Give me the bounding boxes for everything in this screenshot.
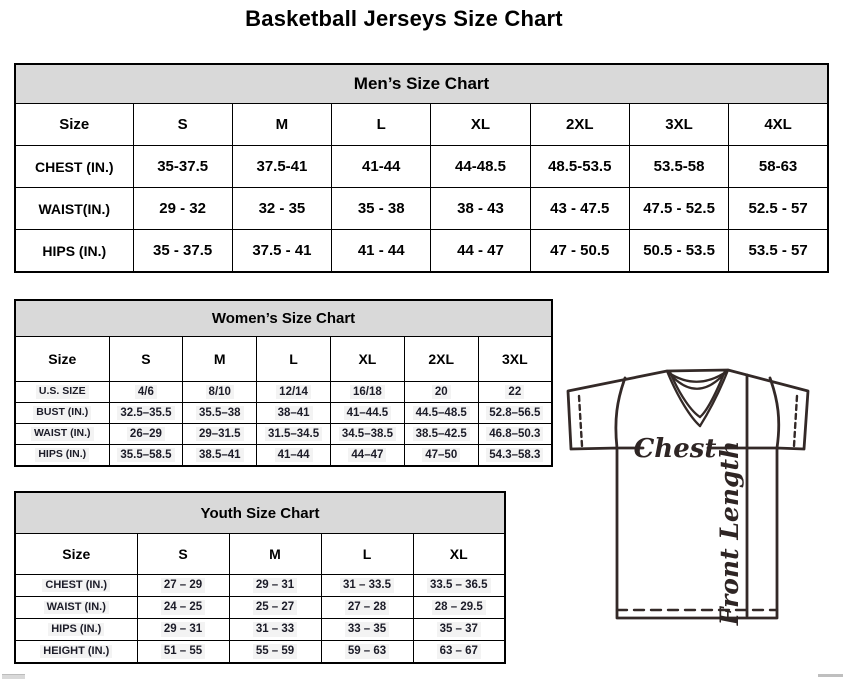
mens-row-label: CHEST (IN.) [15, 146, 133, 188]
womens-size-header-label: Size [15, 337, 109, 382]
youth-size-value-cell: 28 – 29.5 [413, 597, 505, 619]
mens-column-header: 3XL [629, 104, 728, 146]
jersey-measurement-diagram [558, 358, 843, 628]
mens-size-chart-table [14, 63, 829, 273]
bottom-right-cutoff-artifact [818, 674, 843, 677]
mens-chart-title: Men’s Size Chart [15, 64, 828, 104]
youth-size-value-cell: 31 – 33 [229, 619, 321, 641]
youth-size-value-cell: 51 – 55 [137, 641, 229, 664]
womens-size-value-cell: 34.5–38.5 [330, 424, 404, 445]
womens-size-value-cell: 26–29 [109, 424, 183, 445]
youth-column-header: L [321, 534, 413, 575]
mens-size-value-cell: 37.5-41 [232, 146, 331, 188]
mens-row-label: WAIST(IN.) [15, 188, 133, 230]
womens-column-header: 3XL [478, 337, 552, 382]
right-cuff-dashed-line [794, 396, 797, 446]
youth-size-value-cell: 59 – 63 [321, 641, 413, 664]
youth-size-value-cell: 29 – 31 [229, 575, 321, 597]
youth-size-value-cell: 27 – 28 [321, 597, 413, 619]
womens-size-value-cell: 12/14 [257, 382, 331, 403]
mens-column-header: M [232, 104, 331, 146]
jersey-outline [568, 370, 808, 618]
womens-row-label: HIPS (IN.) [15, 445, 109, 467]
womens-size-value-cell: 31.5–34.5 [257, 424, 331, 445]
womens-size-value-cell: 46.8–50.3 [478, 424, 552, 445]
right-armhole-seam [770, 378, 779, 448]
youth-row-label: HEIGHT (IN.) [15, 641, 137, 664]
mens-column-header: 2XL [530, 104, 629, 146]
mens-size-value-cell: 35 - 38 [332, 188, 431, 230]
womens-chart-title: Women’s Size Chart [15, 300, 552, 337]
mens-size-value-cell: 50.5 - 53.5 [629, 230, 728, 273]
womens-size-value-cell: 16/18 [330, 382, 404, 403]
youth-size-value-cell: 25 – 27 [229, 597, 321, 619]
mens-column-header: S [133, 104, 232, 146]
mens-size-value-cell: 53.5 - 57 [729, 230, 828, 273]
womens-size-value-cell: 41–44.5 [330, 403, 404, 424]
youth-row-label: CHEST (IN.) [15, 575, 137, 597]
womens-size-value-cell: 4/6 [109, 382, 183, 403]
youth-size-header-label: Size [15, 534, 137, 575]
mens-size-value-cell: 52.5 - 57 [729, 188, 828, 230]
womens-size-value-cell: 35.5–58.5 [109, 445, 183, 467]
womens-size-chart-table [14, 299, 553, 467]
mens-column-header: L [332, 104, 431, 146]
womens-size-value-cell: 52.8–56.5 [478, 403, 552, 424]
womens-row-label: WAIST (IN.) [15, 424, 109, 445]
youth-chart-title: Youth Size Chart [15, 492, 505, 534]
youth-size-value-cell: 33 – 35 [321, 619, 413, 641]
youth-size-value-cell: 31 – 33.5 [321, 575, 413, 597]
mens-size-value-cell: 43 - 47.5 [530, 188, 629, 230]
mens-size-value-cell: 44-48.5 [431, 146, 530, 188]
youth-size-value-cell: 29 – 31 [137, 619, 229, 641]
womens-size-value-cell: 22 [478, 382, 552, 403]
mens-size-value-cell: 47.5 - 52.5 [629, 188, 728, 230]
youth-size-chart-table [14, 491, 506, 664]
womens-size-value-cell: 35.5–38 [183, 403, 257, 424]
womens-size-value-cell: 38.5–41 [183, 445, 257, 467]
womens-size-value-cell: 20 [404, 382, 478, 403]
womens-size-value-cell: 8/10 [183, 382, 257, 403]
mens-size-value-cell: 41-44 [332, 146, 431, 188]
mens-column-header: XL [431, 104, 530, 146]
womens-column-header: 2XL [404, 337, 478, 382]
youth-size-value-cell: 35 – 37 [413, 619, 505, 641]
mens-size-value-cell: 53.5-58 [629, 146, 728, 188]
mens-size-value-cell: 44 - 47 [431, 230, 530, 273]
womens-size-value-cell: 47–50 [404, 445, 478, 467]
womens-column-header: S [109, 337, 183, 382]
womens-size-value-cell: 32.5–35.5 [109, 403, 183, 424]
mens-size-value-cell: 48.5-53.5 [530, 146, 629, 188]
bottom-left-cutoff-artifact [2, 674, 25, 679]
mens-size-value-cell: 32 - 35 [232, 188, 331, 230]
front-length-measure-label: Front Length [715, 440, 744, 626]
mens-column-header: 4XL [729, 104, 828, 146]
chest-measure-label: Chest [633, 434, 717, 464]
mens-size-value-cell: 41 - 44 [332, 230, 431, 273]
womens-size-value-cell: 54.3–58.3 [478, 445, 552, 467]
mens-size-value-cell: 35 - 37.5 [133, 230, 232, 273]
youth-column-header: M [229, 534, 321, 575]
youth-size-value-cell: 27 – 29 [137, 575, 229, 597]
womens-size-value-cell: 29–31.5 [183, 424, 257, 445]
left-armhole-seam [616, 378, 625, 448]
mens-size-value-cell: 58-63 [729, 146, 828, 188]
mens-size-value-cell: 35-37.5 [133, 146, 232, 188]
mens-row-label: HIPS (IN.) [15, 230, 133, 273]
mens-size-value-cell: 37.5 - 41 [232, 230, 331, 273]
left-cuff-dashed-line [579, 396, 582, 446]
youth-row-label: WAIST (IN.) [15, 597, 137, 619]
womens-size-value-cell: 41–44 [257, 445, 331, 467]
womens-column-header: M [183, 337, 257, 382]
youth-size-value-cell: 24 – 25 [137, 597, 229, 619]
mens-size-header-label: Size [15, 104, 133, 146]
womens-column-header: XL [330, 337, 404, 382]
youth-size-value-cell: 55 – 59 [229, 641, 321, 664]
youth-row-label: HIPS (IN.) [15, 619, 137, 641]
womens-row-label: U.S. SIZE [15, 382, 109, 403]
youth-column-header: XL [413, 534, 505, 575]
page-title: Basketball Jerseys Size Chart [245, 6, 563, 31]
womens-size-value-cell: 44–47 [330, 445, 404, 467]
womens-row-label: BUST (IN.) [15, 403, 109, 424]
womens-size-value-cell: 38–41 [257, 403, 331, 424]
mens-size-value-cell: 38 - 43 [431, 188, 530, 230]
mens-size-value-cell: 29 - 32 [133, 188, 232, 230]
womens-column-header: L [257, 337, 331, 382]
youth-column-header: S [137, 534, 229, 575]
womens-size-value-cell: 38.5–42.5 [404, 424, 478, 445]
youth-size-value-cell: 33.5 – 36.5 [413, 575, 505, 597]
mens-size-value-cell: 47 - 50.5 [530, 230, 629, 273]
youth-size-value-cell: 63 – 67 [413, 641, 505, 664]
womens-size-value-cell: 44.5–48.5 [404, 403, 478, 424]
